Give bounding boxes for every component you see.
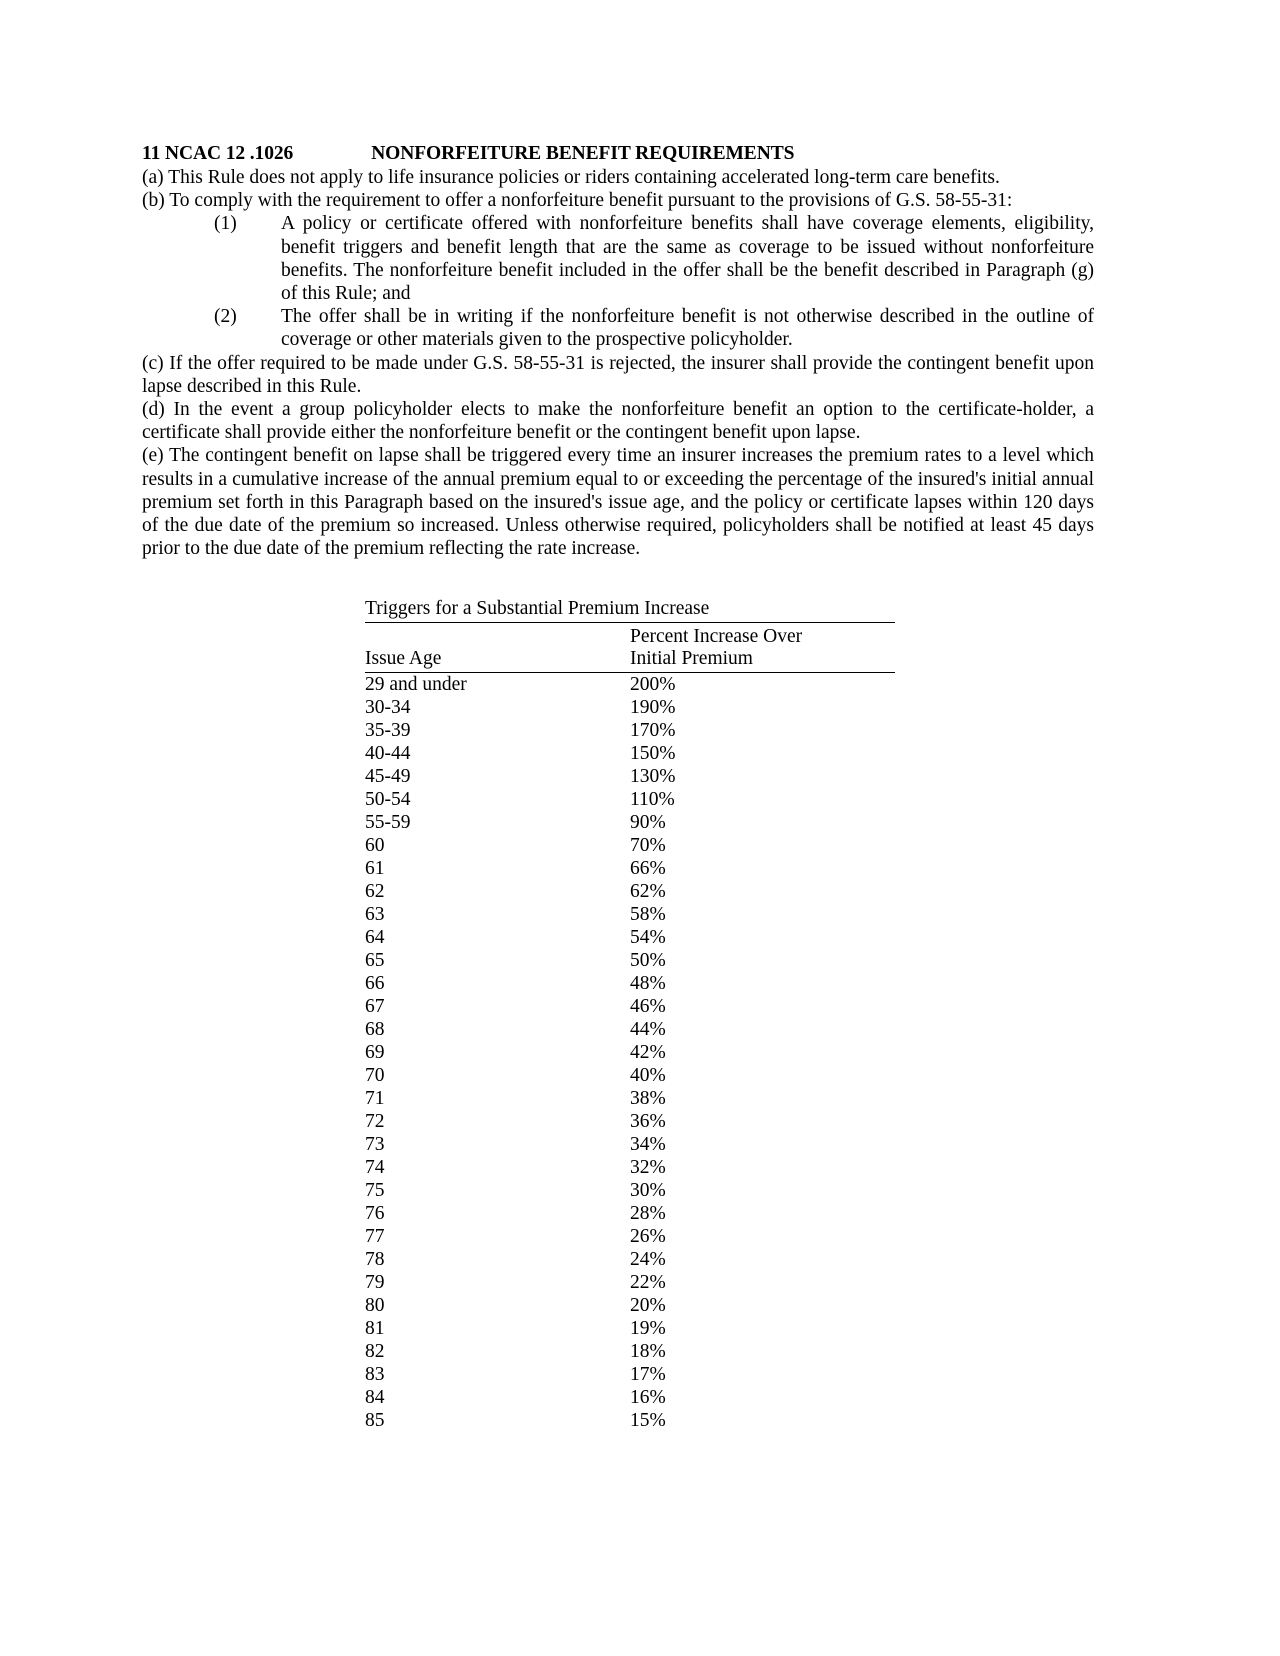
issue-age-cell: 84 xyxy=(365,1386,385,1408)
table-row xyxy=(365,743,895,766)
table-header-line-2 xyxy=(365,648,895,672)
percent-increase-cell: 42% xyxy=(630,1042,666,1064)
table-row xyxy=(365,1111,895,1134)
table-header-line-1 xyxy=(365,622,895,648)
percent-increase-cell: 48% xyxy=(630,973,666,995)
issue-age-cell: 55-59 xyxy=(365,812,411,834)
table-row xyxy=(365,1203,895,1226)
percent-increase-cell: 190% xyxy=(630,697,676,719)
percent-increase-cell: 90% xyxy=(630,812,666,834)
percent-header: Initial Premium xyxy=(630,648,895,672)
percent-increase-cell: 24% xyxy=(630,1248,666,1270)
document-content xyxy=(142,142,1094,560)
percent-increase-cell: 36% xyxy=(630,1110,666,1132)
issue-age-cell: 72 xyxy=(365,1110,385,1132)
premium-trigger-table-block xyxy=(365,598,895,1432)
percent-increase-cell: 62% xyxy=(630,881,666,903)
percent-increase-cell: 28% xyxy=(630,1202,666,1224)
issue-age-cell: 83 xyxy=(365,1363,385,1385)
percent-increase-cell: 22% xyxy=(630,1271,666,1293)
percent-increase-cell: 40% xyxy=(630,1065,666,1087)
table-row xyxy=(365,1180,895,1203)
issue-age-cell: 66 xyxy=(365,973,385,995)
issue-age-cell: 79 xyxy=(365,1271,385,1293)
table-row xyxy=(365,766,895,789)
issue-age-cell: 63 xyxy=(365,904,385,926)
issue-age-cell: 80 xyxy=(365,1294,385,1316)
percent-increase-cell: 16% xyxy=(630,1386,666,1408)
table-row xyxy=(365,1340,895,1363)
table-row xyxy=(365,881,895,904)
subitem-1 xyxy=(142,212,1094,305)
table-row xyxy=(365,1065,895,1088)
heading-spacer xyxy=(293,143,371,164)
percent-increase-cell: 50% xyxy=(630,950,666,972)
issue-age-cell: 81 xyxy=(365,1317,385,1339)
issue-age-cell: 75 xyxy=(365,1179,385,1201)
paragraph-a: (a) This Rule does not apply to life insurance policies or riders containing accelerated long-term care benefits. xyxy=(142,167,1000,188)
table-row xyxy=(365,697,895,720)
subitem-2 xyxy=(142,305,1094,351)
percent-increase-cell: 110% xyxy=(630,789,675,811)
percent-increase-cell: 170% xyxy=(630,720,676,742)
percent-increase-cell: 44% xyxy=(630,1019,666,1041)
percent-header-line1: Percent Increase Over xyxy=(630,625,803,647)
table-row xyxy=(365,672,895,697)
issue-age-header-line1 xyxy=(365,622,630,648)
paragraph-b: (b) To comply with the requirement to offer a nonforfeiture benefit pursuant to the provisions of G.S. 58-55-31: xyxy=(142,190,1013,212)
table-data-rows xyxy=(365,672,895,1432)
issue-age-cell: 64 xyxy=(365,927,385,949)
issue-age-cell: 70 xyxy=(365,1065,385,1087)
table-row xyxy=(365,1019,895,1042)
percent-increase-cell: 32% xyxy=(630,1156,666,1178)
paragraph-e: (e) The contingent benefit on lapse shall be triggered every time an insurer increases the premium rates to a level which results in a cumulative increase of the annual premium equal to or exceeding the percentage of the insured's initial annual premium set forth in this Paragraph based on the insured's issue age, and the policy or certificate lapses within 120 days of the due date of the premium so increased. Unless otherwise required, policyholders shall be notified at least 45 days prior to the due date of the premium reflecting the rate increase. xyxy=(142,445,1094,560)
issue-age-cell: 67 xyxy=(365,996,385,1018)
table-row xyxy=(365,1294,895,1317)
percent-increase-cell: 46% xyxy=(630,996,666,1018)
table-row xyxy=(365,996,895,1019)
issue-age-cell: 82 xyxy=(365,1340,385,1362)
issue-age-cell: 76 xyxy=(365,1202,385,1224)
paragraph-c: (c) If the offer required to be made under G.S. 58-55-31 is rejected, the insurer shall provide the contingent benefit upon lapse described in this Rule. xyxy=(142,352,1094,397)
table-row xyxy=(365,1226,895,1249)
issue-age-cell: 78 xyxy=(365,1248,385,1270)
table-body xyxy=(365,598,895,672)
percent-increase-cell: 20% xyxy=(630,1294,666,1316)
premium-trigger-table xyxy=(365,598,895,1432)
issue-age-cell: 85 xyxy=(365,1409,385,1431)
percent-increase-cell: 54% xyxy=(630,927,666,949)
percent-increase-cell: 19% xyxy=(630,1317,666,1339)
table-row xyxy=(365,720,895,743)
issue-age-cell: 68 xyxy=(365,1019,385,1041)
percent-increase-cell: 58% xyxy=(630,904,666,926)
table-row xyxy=(365,1409,895,1432)
table-row xyxy=(365,1386,895,1409)
percent-increase-cell: 34% xyxy=(630,1133,666,1155)
percent-increase-cell: 15% xyxy=(630,1409,666,1431)
percent-increase-cell: 17% xyxy=(630,1363,666,1385)
issue-age-cell: 65 xyxy=(365,950,385,972)
issue-age-cell: 61 xyxy=(365,858,385,880)
table-row xyxy=(365,1271,895,1294)
percent-increase-cell: 66% xyxy=(630,858,666,880)
subitem-1-text: A policy or certificate offered with nonforfeiture benefits shall have coverage elements, eligibility, benefit triggers and benefit length that are the same as coverage to be issued without nonforfeiture benefits. The nonforfeiture benefit included in the offer shall be the benefit described in Paragraph (g) of this Rule; and xyxy=(281,213,1094,305)
percent-increase-cell: 26% xyxy=(630,1225,666,1247)
percent-increase-cell: 38% xyxy=(630,1088,666,1109)
table-row xyxy=(365,835,895,858)
paragraph-d: (d) In the event a group policyholder elects to make the nonforfeiture benefit an option to the certificate-holder, a certificate shall provide either the nonforfeiture benefit or the contingent benefit upon lapse. xyxy=(142,399,1094,444)
issue-age-cell: 45-49 xyxy=(365,766,411,788)
rule-number: 11 NCAC 12 .1026 xyxy=(142,143,294,164)
table-caption-row xyxy=(365,598,895,622)
table-row xyxy=(365,1088,895,1111)
issue-age-cell: 62 xyxy=(365,881,385,903)
issue-age-cell: 40-44 xyxy=(365,743,411,765)
issue-age-cell: 50-54 xyxy=(365,789,411,811)
subitem-2-marker: (2) xyxy=(214,306,237,328)
issue-age-cell: 29 and under xyxy=(365,674,467,696)
subitem-1-marker: (1) xyxy=(214,213,237,235)
table-row xyxy=(365,1042,895,1065)
percent-increase-cell: 150% xyxy=(630,743,676,765)
issue-age-cell: 60 xyxy=(365,835,385,857)
table-row xyxy=(365,927,895,950)
page-title xyxy=(142,142,1094,165)
table-row xyxy=(365,812,895,835)
table-row xyxy=(365,1249,895,1272)
subitem-2-text: The offer shall be in writing if the nonforfeiture benefit is not otherwise described in the outline of coverage or other materials given to the prospective policyholder. xyxy=(281,306,1094,351)
table-row xyxy=(365,1134,895,1157)
percent-increase-cell: 30% xyxy=(630,1179,666,1201)
issue-age-cell: 71 xyxy=(365,1088,385,1109)
percent-increase-cell: 200% xyxy=(630,674,676,696)
table-row xyxy=(365,1317,895,1340)
issue-age-cell: 77 xyxy=(365,1225,385,1247)
table-row xyxy=(365,904,895,927)
table-caption: Triggers for a Substantial Premium Increase xyxy=(365,598,895,622)
table-row xyxy=(365,1363,895,1386)
issue-age-cell: 69 xyxy=(365,1042,385,1064)
table-row xyxy=(365,973,895,996)
percent-increase-cell: 130% xyxy=(630,766,676,788)
rule-title: NONFORFEITURE BENEFIT REQUIREMENTS xyxy=(371,143,795,164)
table-row xyxy=(365,789,895,812)
table-row xyxy=(365,950,895,973)
issue-age-cell: 30-34 xyxy=(365,697,411,719)
issue-age-cell: 35-39 xyxy=(365,720,411,742)
issue-age-cell: 74 xyxy=(365,1156,385,1178)
percent-increase-cell: 18% xyxy=(630,1340,666,1362)
percent-increase-cell: 70% xyxy=(630,835,666,857)
issue-age-header: Issue Age xyxy=(365,648,630,672)
table-row xyxy=(365,858,895,881)
table-row xyxy=(365,1157,895,1180)
issue-age-cell: 73 xyxy=(365,1133,385,1155)
